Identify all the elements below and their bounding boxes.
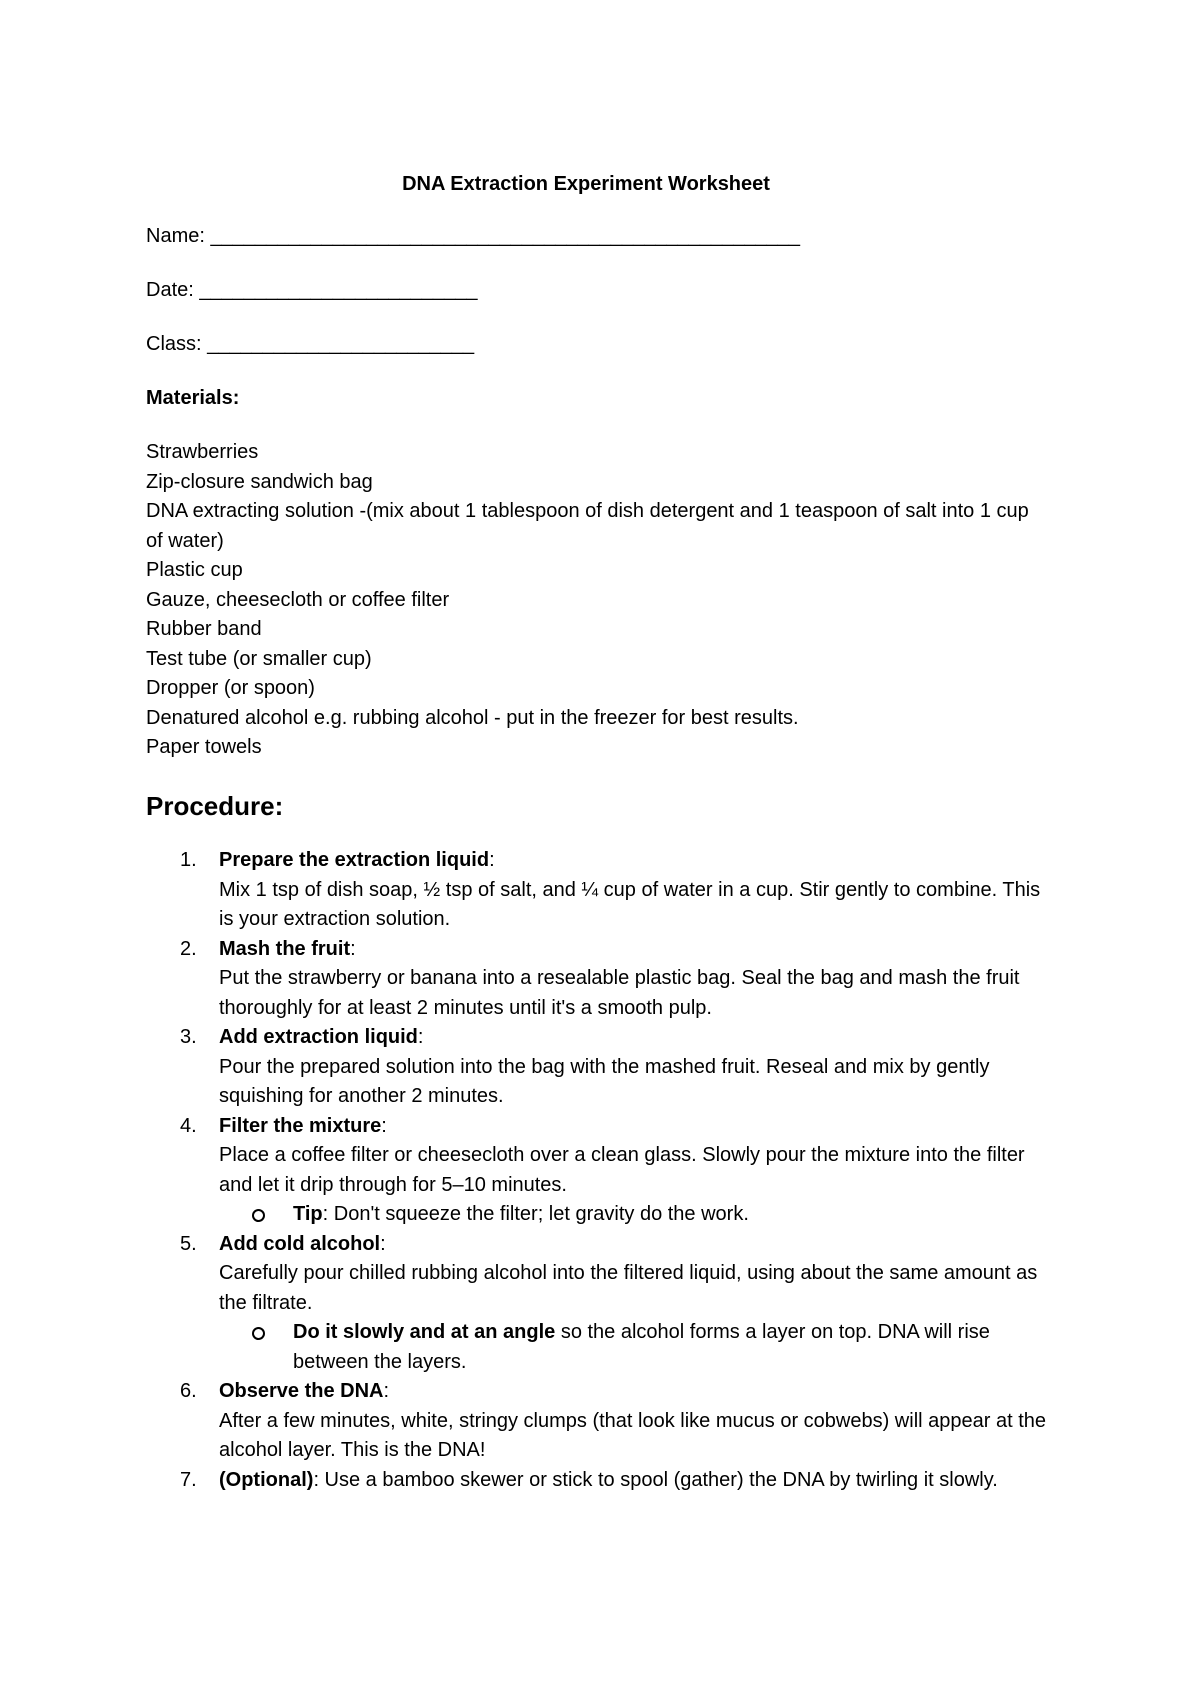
procedure-step — [146, 1023, 1046, 1112]
material-item: Test tube (or smaller cup) — [146, 647, 372, 670]
step-title — [219, 1230, 1046, 1260]
step-title — [219, 1112, 1046, 1142]
procedure-step — [146, 1112, 1046, 1230]
materials-list — [146, 438, 1046, 763]
material-item: Plastic cup — [146, 559, 243, 581]
step-number: 2. — [180, 937, 197, 960]
step-title — [219, 935, 1046, 965]
step-title-bold: Add extraction liquid — [219, 1026, 418, 1048]
step-sublist — [219, 1318, 1046, 1377]
procedure-step — [146, 846, 1046, 935]
step-number: 4. — [180, 1114, 197, 1137]
step-title-colon: : — [417, 1026, 424, 1048]
material-item: Denatured alcohol e.g. rubbing alcohol - put in the freezer for best results. — [146, 706, 799, 729]
name-field: Name: _____________________________________________________ — [146, 225, 800, 247]
step-title-colon: : — [489, 849, 495, 871]
procedure-steps — [146, 846, 1046, 1495]
step-title — [219, 1377, 1046, 1407]
step-number: 6. — [180, 1380, 197, 1402]
date-field: Date: _________________________ — [146, 279, 478, 301]
material-item: DNA extracting solution -(mix about 1 tablespoon of dish detergent and 1 teaspoon of salt into 1 cup of water) — [146, 500, 1029, 552]
worksheet-page — [146, 0, 1046, 1696]
procedure-step — [146, 1377, 1046, 1466]
subitem-text: so the alcohol forms a layer on top. DNA will rise between the layers. — [293, 1321, 990, 1373]
step-body: Pour the prepared solution into the bag with the mashed fruit. Reseal and mix by gently squishing for another 2 minutes. — [219, 1055, 990, 1107]
step-number: 7. — [180, 1468, 197, 1491]
materials-heading: Materials: — [146, 387, 240, 409]
step-title-colon: : — [381, 1114, 387, 1137]
step-body: Carefully pour chilled rubbing alcohol into the filtered liquid, using about the same amount as the filtrate. — [219, 1262, 1038, 1314]
subitem-text: : Don't squeeze the filter; let gravity do the work. — [322, 1203, 749, 1225]
step-number: 5. — [180, 1232, 197, 1255]
step-title-bold: Filter the mixture — [219, 1114, 382, 1137]
subitem-bold: Tip — [293, 1203, 323, 1225]
step-title-bold: Observe the DNA — [219, 1380, 384, 1402]
material-item: Zip-closure sandwich bag — [146, 470, 373, 493]
step-body: Put the strawberry or banana into a resealable plastic bag. Seal the bag and mash the fruit thoroughly for at least 2 minutes until it's a smooth pulp. — [219, 967, 1020, 1019]
step-title-colon: : — [380, 1232, 386, 1255]
step-title-colon: : Use a bamboo skewer or stick to spool (gather) the DNA by twirling it slowly. — [313, 1468, 998, 1491]
material-item: Dropper (or spoon) — [146, 677, 315, 699]
step-subitem — [219, 1200, 1046, 1230]
material-item: Rubber band — [146, 618, 262, 640]
step-number: 3. — [180, 1026, 197, 1048]
step-sublist — [219, 1200, 1046, 1230]
procedure-step — [146, 1466, 1046, 1496]
step-subitem — [219, 1318, 1046, 1377]
step-title — [219, 846, 1046, 876]
circle-bullet-icon — [252, 1209, 265, 1222]
step-title-colon: : — [383, 1380, 390, 1402]
procedure-heading: Procedure: — [146, 791, 284, 821]
page-title: DNA Extraction Experiment Worksheet — [402, 173, 770, 195]
step-title-colon: : — [350, 937, 356, 960]
material-item: Paper towels — [146, 736, 262, 758]
step-title-bold: Add cold alcohol — [219, 1232, 381, 1255]
step-title-bold: Mash the fruit — [219, 937, 351, 960]
circle-bullet-icon — [252, 1327, 265, 1340]
step-body: Place a coffee filter or cheesecloth over a clean glass. Slowly pour the mixture into the filter and let it drip through for 5–10 minutes. — [219, 1144, 1025, 1196]
step-body: After a few minutes, white, stringy clumps (that look like mucus or cobwebs) will appear at the alcohol layer. This is the DNA! — [219, 1409, 1047, 1461]
step-title — [219, 1466, 1046, 1496]
procedure-step — [146, 935, 1046, 1024]
subitem-bold: Do it slowly and at an angle — [293, 1321, 556, 1343]
procedure-step — [146, 1230, 1046, 1378]
material-item: Gauze, cheesecloth or coffee filter — [146, 588, 450, 611]
step-title — [219, 1023, 1046, 1053]
step-body: Mix 1 tsp of dish soap, ½ tsp of salt, and ¼ cup of water in a cup. Stir gently to combine. This is your extraction solution. — [219, 878, 1041, 930]
material-item: Strawberries — [146, 441, 259, 463]
class-field: Class: ________________________ — [146, 333, 475, 355]
step-title-bold: Prepare the extraction liquid — [219, 849, 490, 871]
step-number: 1. — [180, 849, 197, 871]
step-title-bold: (Optional) — [219, 1468, 314, 1491]
